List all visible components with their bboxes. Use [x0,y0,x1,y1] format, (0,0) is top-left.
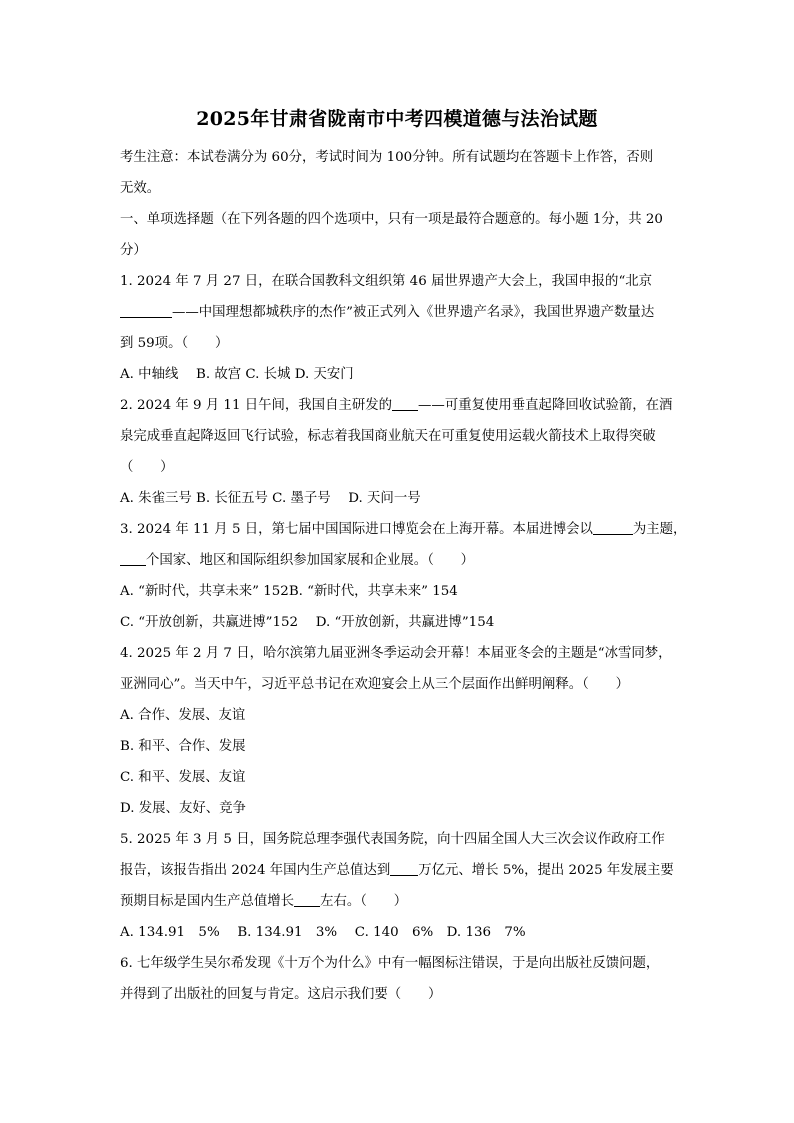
question-2-options: A. 朱雀三号 B. 长征五号 C. 墨子号 D. 天问一号 [120,491,421,506]
question-4-option-c: C. 和平、发展、友谊 [120,770,246,785]
question-2-text: 泉完成垂直起降返回飞行试验，标志着我国商业航天在可重复使用运载火箭技术上取得突破 [120,429,656,444]
question-4-text: 亚洲同心”。当天中午，习近平总书记在欢迎宴会上从三个层面作出鲜明阐释。（ ） [120,677,629,692]
question-2-text: （ ） [120,460,174,475]
exam-content [120,142,687,1010]
question-5-text: 报告，该报告指出 2024 年国内生产总值达到 万亿元、增长 5%，提出 2025 年发展主要 [120,863,674,878]
answer-blank [392,396,418,411]
section-heading: 分） [120,243,147,258]
section-heading: 一、单项选择题（在下列各题的四个选项中，只有一项是最符合题意的。每小题 1分，共 20 [120,212,663,227]
question-4-option-d: D. 发展、友好、竞争 [120,801,246,816]
answer-blank [120,551,146,566]
question-5-options: A. 134.91 5% B. 134.91 3% C. 140 6% D. 136 7% [120,925,526,940]
answer-blank [120,303,172,318]
question-6-text: 并得到了出版社的回复与肯定。这启示我们要（ ） [120,987,442,1002]
question-2-text: 2. 2024 年 9 月 11 日午间，我国自主研发的 ——可重复使用垂直起降回收试验箭，在酒 [120,398,673,413]
question-3-options: A. “新时代，共享未来” 152B. “新时代，共享未来” 154 [120,584,458,599]
notice-line: 无效。 [120,181,161,196]
question-1-text: ——中国理想都城秩序的杰作”被正式列入《世界遗产名录》，我国世界遗产数量达 [120,297,680,328]
question-4-option-a: A. 合作、发展、友谊 [120,708,246,723]
question-6-text: 6. 七年级学生吴尔希发现《十万个为什么》中有一幅图标注错误，于是向出版社反馈问题， [120,956,660,971]
question-4-text: 4. 2025 年 2 月 7 日，哈尔滨第九届亚洲冬季运动会开幕！本届亚冬会的主题是“冰雪同梦， [120,646,672,661]
question-5-text: 预期目标是国内生产总值增长 左右。（ ） [120,894,408,909]
question-1-text: 到 59项。（ ） [120,336,229,351]
question-5-text: 5. 2025 年 3 月 5 日，国务院总理李强代表国务院，向十四届全国人大三次会议作政府工作 [120,832,665,847]
question-3-options: C. “开放创新，共赢进博”152 D. “开放创新，共赢进博”154 [120,615,495,630]
notice-line: 考生注意：本试卷满分为 60分，考试时间为 100分钟。所有试题均在答题卡上作答，否则 [120,150,654,165]
question-1-text: 1. 2024 年 7 月 27 日，在联合国教科文组织第 46 届世界遗产大会上，我国申报的“北京 [120,274,653,289]
question-3-text: 个国家、地区和国际组织参加国家展和企业展。（ ） [120,545,680,576]
question-1-options: A. 中轴线 B. 故宫 C. 长城 D. 天安门 [120,367,354,382]
answer-blank [294,892,320,907]
answer-blank [593,520,633,535]
question-4-option-b: B. 和平、合作、发展 [120,739,246,754]
exam-title: 2025年甘肃省陇南市中考四模道德与法治试题 [196,108,598,130]
answer-blank [390,861,418,876]
question-3-text: 3. 2024 年 11 月 5 日，第七届中国国际进口博览会在上海开幕。本届进博会以 为主题， [120,522,687,537]
